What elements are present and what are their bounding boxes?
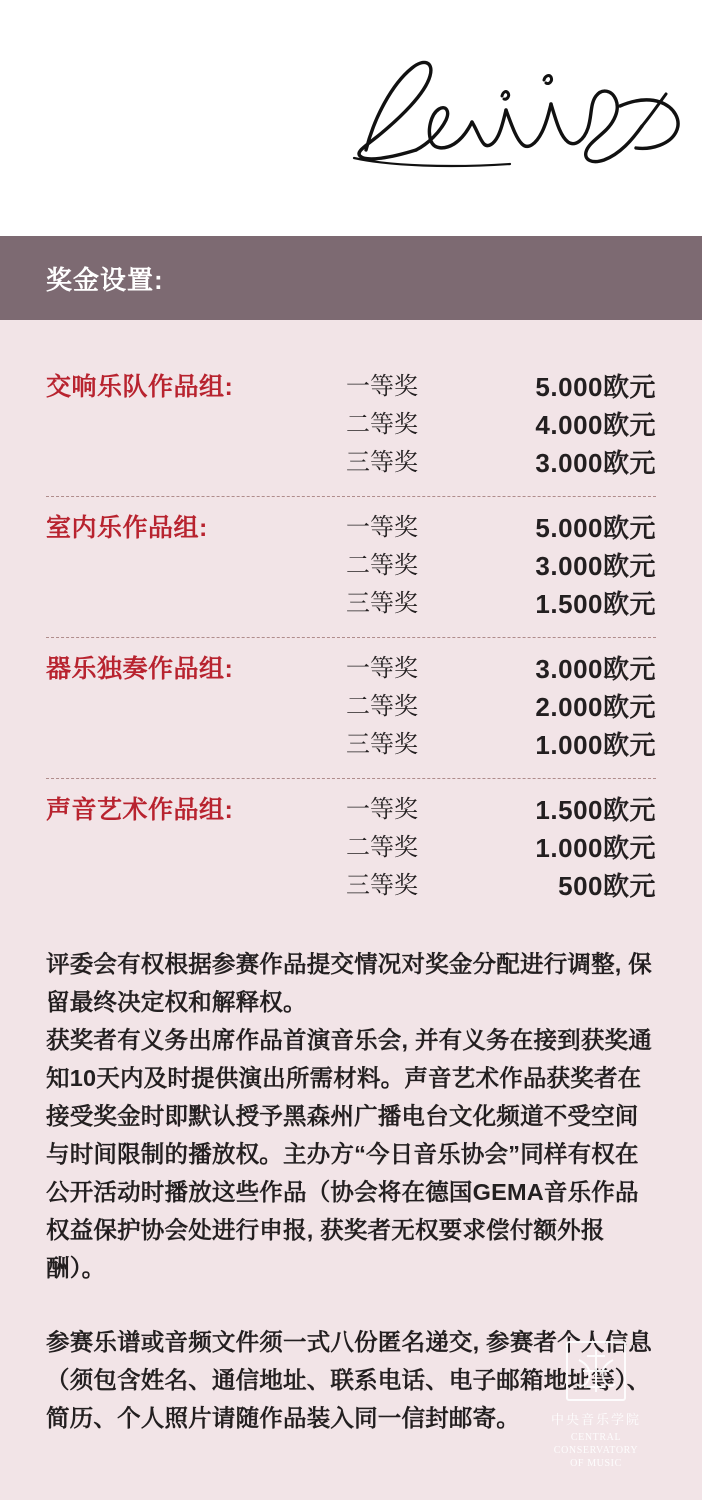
note-paragraph-1: 评委会有权根据参赛作品提交情况对奖金分配进行调整, 保留最终决定权和解释权。 — [46, 951, 652, 1015]
prize-amount: 2.000欧元 — [535, 692, 656, 722]
conservatory-name-en-line2: OF MUSIC — [570, 1458, 622, 1469]
prize-rank-column — [346, 509, 491, 623]
prize-amount-column — [491, 509, 656, 623]
section-title-bar — [0, 236, 702, 320]
prize-amount-column — [491, 791, 656, 905]
prize-rank: 二等奖 — [346, 552, 418, 579]
prize-group-name: 器乐独奏作品组: — [46, 655, 234, 683]
prize-rank-column — [346, 368, 491, 482]
prize-rank: 三等奖 — [346, 449, 418, 476]
prize-table — [46, 356, 656, 919]
header-banner — [0, 0, 702, 236]
prize-rank: 一等奖 — [346, 655, 418, 682]
prize-rank: 三等奖 — [346, 590, 418, 617]
prize-rank: 二等奖 — [346, 411, 418, 438]
prize-amount: 3.000欧元 — [535, 551, 656, 581]
prize-group-row — [46, 497, 656, 638]
prize-amount: 3.000欧元 — [535, 654, 656, 684]
content-area — [0, 320, 702, 1500]
prize-amount: 1.500欧元 — [535, 795, 656, 825]
conservatory-logo — [532, 1338, 660, 1470]
note-paragraph-3: 参赛乐谱或音频文件须一式八份匿名递交, 参赛者个人信息（须包含姓名、通信地址、联系电话、电子邮箱地址等）、简历、个人照片请随作品装入同一信封邮寄。 — [46, 1329, 652, 1431]
prize-rank: 二等奖 — [346, 834, 418, 861]
prize-amount: 5.000欧元 — [535, 372, 656, 402]
prize-amount: 4.000欧元 — [535, 410, 656, 440]
leibniz-signature-icon — [330, 40, 702, 200]
prize-amount: 3.000欧元 — [535, 448, 656, 478]
conservatory-name-en-line1: CENTRAL CONSERVATORY — [553, 1432, 639, 1456]
prize-rank: 一等奖 — [346, 514, 418, 541]
prize-group-name: 室内乐作品组: — [46, 514, 208, 542]
prize-amount-column — [491, 368, 656, 482]
prize-rank-column — [346, 650, 491, 764]
conservatory-name-cn: 中央音乐学院 — [550, 1412, 641, 1427]
prize-group-name: 声音艺术作品组: — [46, 796, 234, 824]
prize-rank: 二等奖 — [346, 693, 418, 720]
prize-group-row — [46, 779, 656, 919]
prize-amount: 1.000欧元 — [535, 730, 656, 760]
prize-group-row — [46, 638, 656, 779]
page-title: 奖金设置: — [46, 264, 164, 295]
prize-amount-column — [491, 650, 656, 764]
prize-group-name: 交响乐队作品组: — [46, 373, 234, 401]
prize-amount: 1.500欧元 — [535, 589, 656, 619]
conservatory-seal-icon — [563, 1338, 629, 1404]
prize-rank: 一等奖 — [346, 796, 418, 823]
prize-rank: 一等奖 — [346, 373, 418, 400]
prize-rank-column — [346, 791, 491, 905]
prize-rank: 三等奖 — [346, 872, 418, 899]
prize-group-row — [46, 356, 656, 497]
prize-amount: 1.000欧元 — [535, 833, 656, 863]
prize-rank: 三等奖 — [346, 731, 418, 758]
prize-amount: 500欧元 — [558, 871, 656, 901]
note-paragraph-2: 获奖者有义务出席作品首演音乐会, 并有义务在接到获奖通知10天内及时提供演出所需材料。声音艺术作品获奖者在接受奖金时即默认授予黑森州广播电台文化频道不受空间与时间限制的播放权。主办方“今日音乐协会”同样有权在公开活动时播放这些作品（协会将在德国GEMA音乐作品权益保护协会处进行申报, 获奖者无权要求偿付额外报酬）。 — [46, 1027, 652, 1281]
prize-amount: 5.000欧元 — [535, 513, 656, 543]
